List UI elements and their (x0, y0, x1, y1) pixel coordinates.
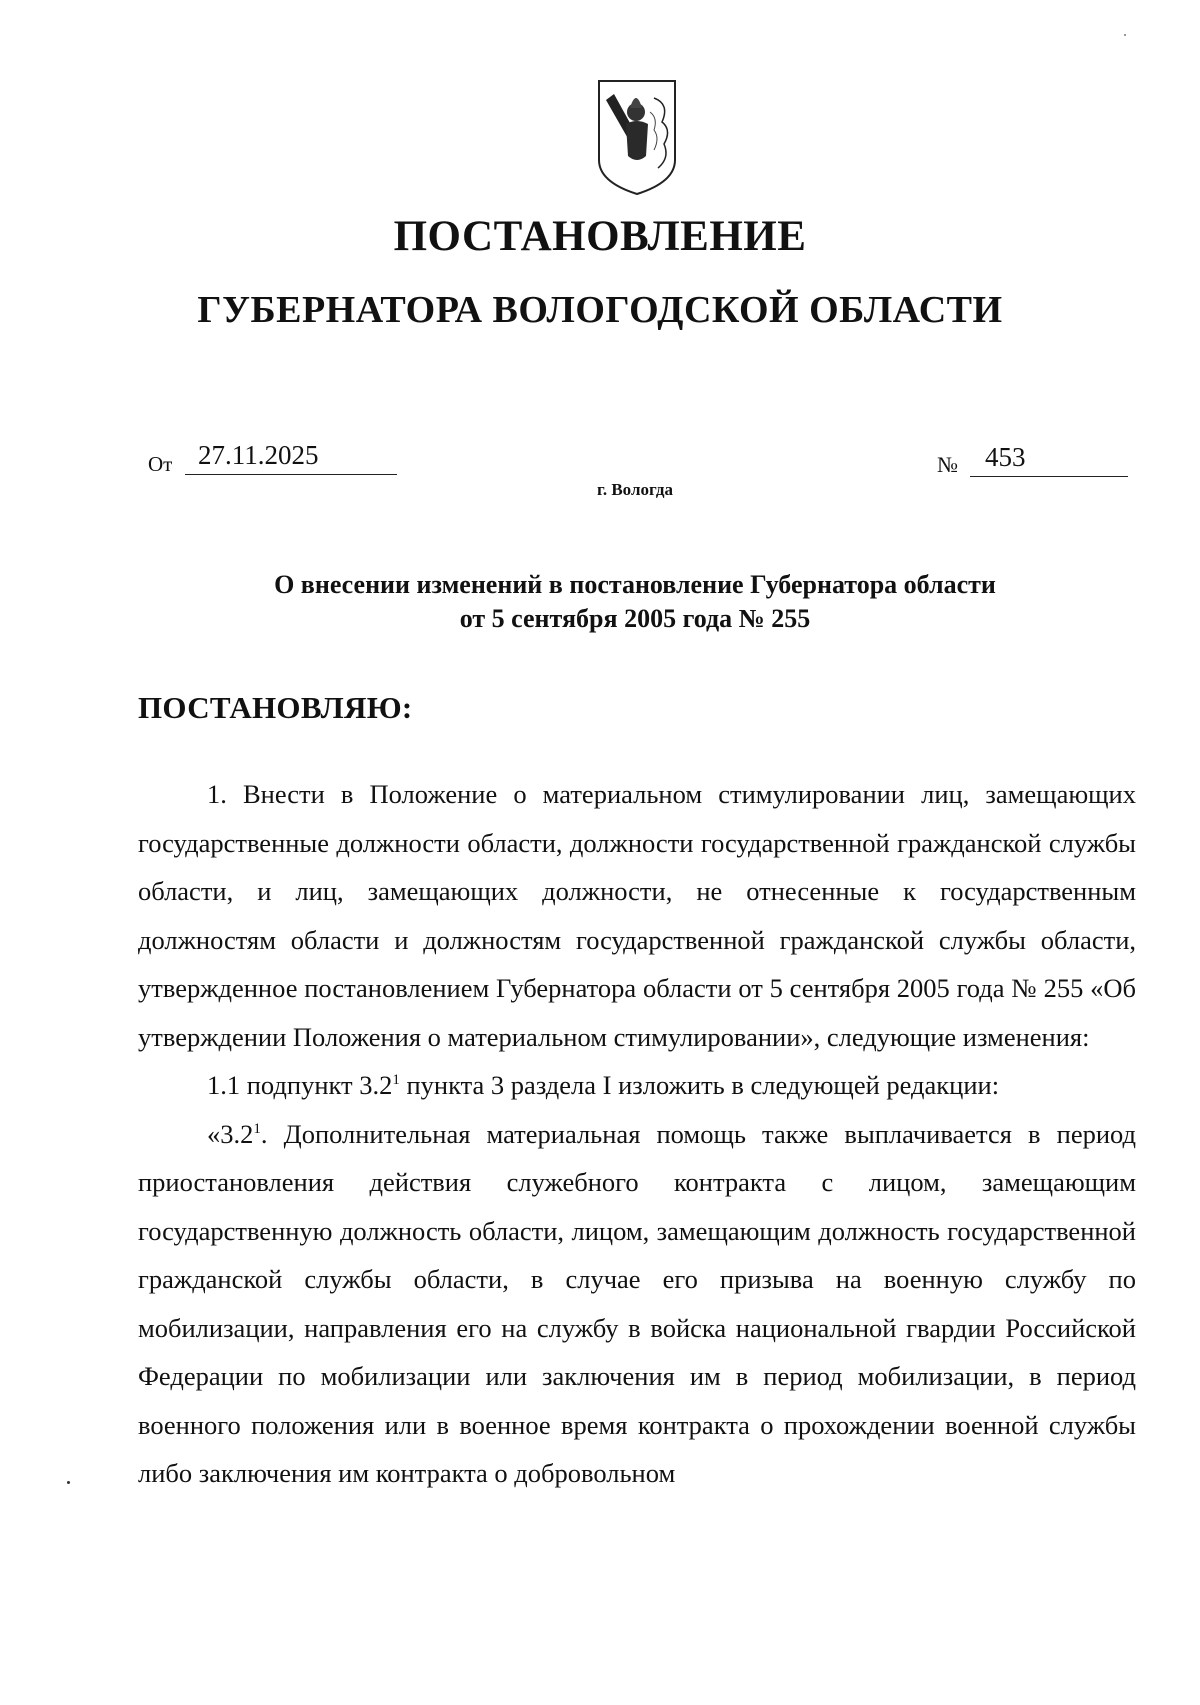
subject-line-2: от 5 сентября 2005 года № 255 (459, 604, 811, 633)
paragraph-2-end: пункта 3 раздела I изложить в следующей редакции: (399, 1070, 1000, 1100)
date-label: От (148, 452, 173, 476)
document-subtitle: ГУБЕРНАТОРА ВОЛОГОДСКОЙ ОБЛАСТИ (197, 289, 1003, 331)
superscript: 1 (392, 1072, 400, 1089)
document-date: 27.11.2025 (198, 440, 319, 470)
decree-heading: ПОСТАНОВЛЯЮ: (138, 690, 413, 725)
number-label: № (937, 452, 958, 477)
scan-speck (67, 1481, 70, 1484)
document-title: ПОСТАНОВЛЕНИЕ (393, 213, 807, 260)
scan-speck (1124, 34, 1126, 36)
paragraph-3-start: «3.2 (207, 1118, 254, 1149)
number-underline (970, 476, 1128, 477)
superscript: 1 (253, 1120, 261, 1137)
paragraph-2-start: 1.1 подпункт 3.2 (207, 1070, 393, 1100)
paragraph-3 (138, 1110, 1136, 1498)
subject-line-1: О внесении изменений в постановление Губернатора области (274, 570, 996, 599)
document-subject (0, 568, 1200, 636)
paragraph-3-end: . Дополнительная материальная помощь также выплачивается в период приостановления действия служебного контракта с лицом, замещающим государственную должность области, лицом, замещающим должность государственной гражданской службы области, в случае его призыва на военную службу по мобилизации, направления его на службу в войска национальной гвардии Российской Федерации по мобилизации или заключения им в период мобилизации, в период военного положения или в военное время контракта о прохождении военной службы либо заключения им контракта о добровольном (138, 1118, 1136, 1488)
document-number: 453 (985, 442, 1026, 472)
vologda-coat-of-arms-icon (596, 78, 678, 196)
date-underline (185, 474, 397, 475)
document-body (138, 770, 1136, 1498)
paragraph-2 (138, 1061, 1136, 1110)
document-city: г. Вологда (597, 480, 673, 499)
paragraph-1: 1. Внести в Положение о материальном стимулировании лиц, замещающих государственные должности области, должности государственной гражданской службы области, и лиц, замещающих должности, не отнесенные к государственным должностям области и должностям государственной гражданской службы области, утвержденное постановлением Губернатора области от 5 сентября 2005 года № 255 «Об утверждении Положения о материальном стимулировании», следующие изменения: (138, 779, 1136, 1052)
